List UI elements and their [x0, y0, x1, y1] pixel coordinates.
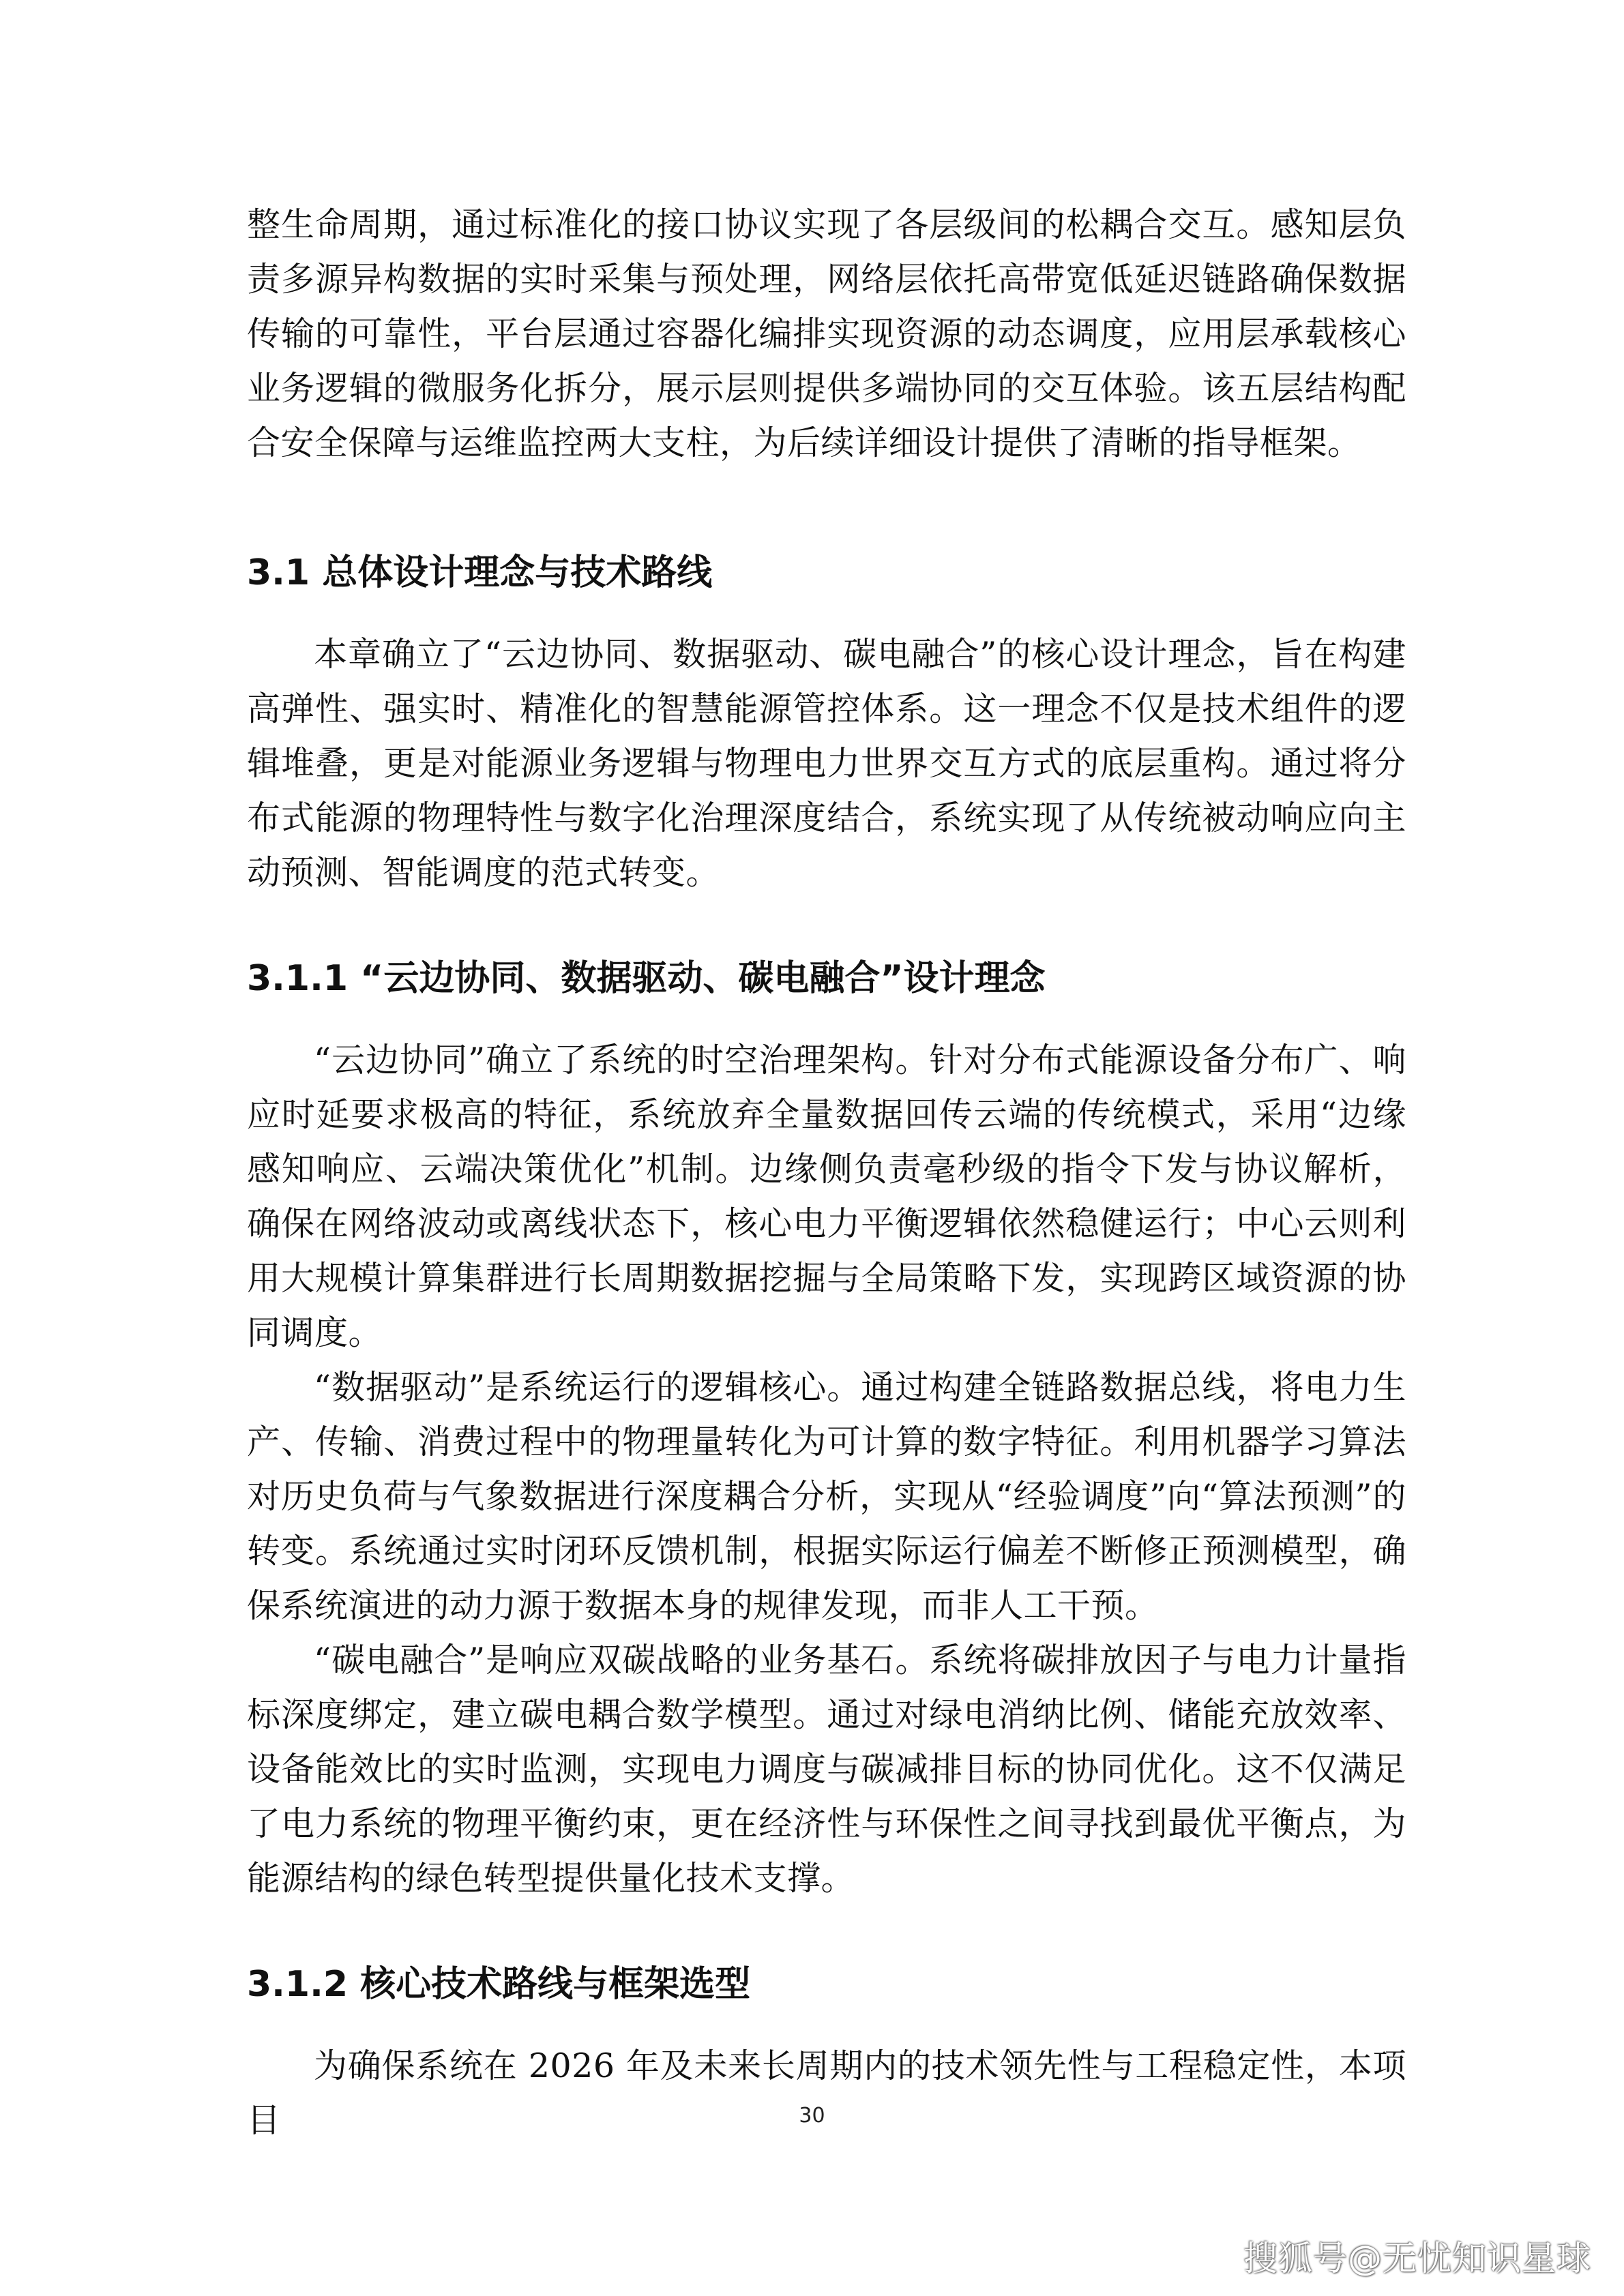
paragraph-carbon-power: “碳电融合”是响应双碳战略的业务基石。系统将碳排放因子与电力计量指标深度绑定，建立碳电耦合数学模型。通过对绿电消纳比例、储能充放效率、设备能效比的实时监测，实现电力调度与碳减排目标的协同优化。这不仅满足了电力系统的物理平衡约束，更在经济性与环保性之间寻找到最优平衡点，为能源结构的绿色转型提供量化技术支撑。 [247, 1641, 1406, 1898]
section-3-1-paragraph: 本章确立了“云边协同、数据驱动、碳电融合”的核心设计理念，旨在构建高弹性、强实时、精准化的智慧能源管控体系。这一理念不仅是技术组件的逻辑堆叠，更是对能源业务逻辑与物理电力世界交互方式的底层重构。通过将分布式能源的物理特性与数字化治理深度结合，系统实现了从传统被动响应向主动预测、智能调度的范式转变。 [247, 635, 1406, 892]
page-number: 30 [799, 2104, 825, 2128]
paragraph-data-driven: “数据驱动”是系统运行的逻辑核心。通过构建全链路数据总线，将电力生产、传输、消费过程中的物理量转化为可计算的数字特征。利用机器学习算法对历史负荷与气象数据进行深度耦合分析，实现从“经验调度”向“算法预测”的转变。系统通过实时闭环反馈机制，根据实际运行偏差不断修正预测模型，确保系统演进的动力源于数据本身的规律发现，而非人工干预。 [247, 1368, 1406, 1625]
paragraph-cloud-edge: “云边协同”确立了系统的时空治理架构。针对分布式能源设备分布广、响应时延要求极高的特征，系统放弃全量数据回传云端的传统模式，采用“边缘感知响应、云端决策优化”机制。边缘侧负责毫秒级的指令下发与协议解析，确保在网络波动或离线状态下，核心电力平衡逻辑依然稳健运行；中心云则利用大规模计算集群进行长周期数据挖掘与全局策略下发，实现跨区域资源的协同调度。 [247, 1041, 1406, 1352]
section-3-1-2-paragraph: 为确保系统在 2026 年及未来长周期内的技术领先性与工程稳定性，本项目 [247, 2046, 1406, 2140]
source-watermark: 搜狐号@无忧知识星球 [1243, 2239, 1591, 2278]
section-heading-3-1: 3.1 总体设计理念与技术路线 [247, 552, 713, 593]
section-heading-3-1-2: 3.1.2 核心技术路线与框架选型 [247, 1964, 751, 2005]
intro-paragraph: 整生命周期，通过标准化的接口协议实现了各层级间的松耦合交互。感知层负责多源异构数据的实时采集与预处理，网络层依托高带宽低延迟链路确保数据传输的可靠性，平台层通过容器化编排实现资源的动态调度，应用层承载核心业务逻辑的微服务化拆分，展示层则提供多端协同的交互体验。该五层结构配合安全保障与运维监控两大支柱，为后续详细设计提供了清晰的指导框架。 [247, 205, 1406, 462]
section-heading-3-1-1: 3.1.1 “云边协同、数据驱动、碳电融合”设计理念 [247, 958, 1046, 999]
page-content [247, 198, 1406, 2148]
